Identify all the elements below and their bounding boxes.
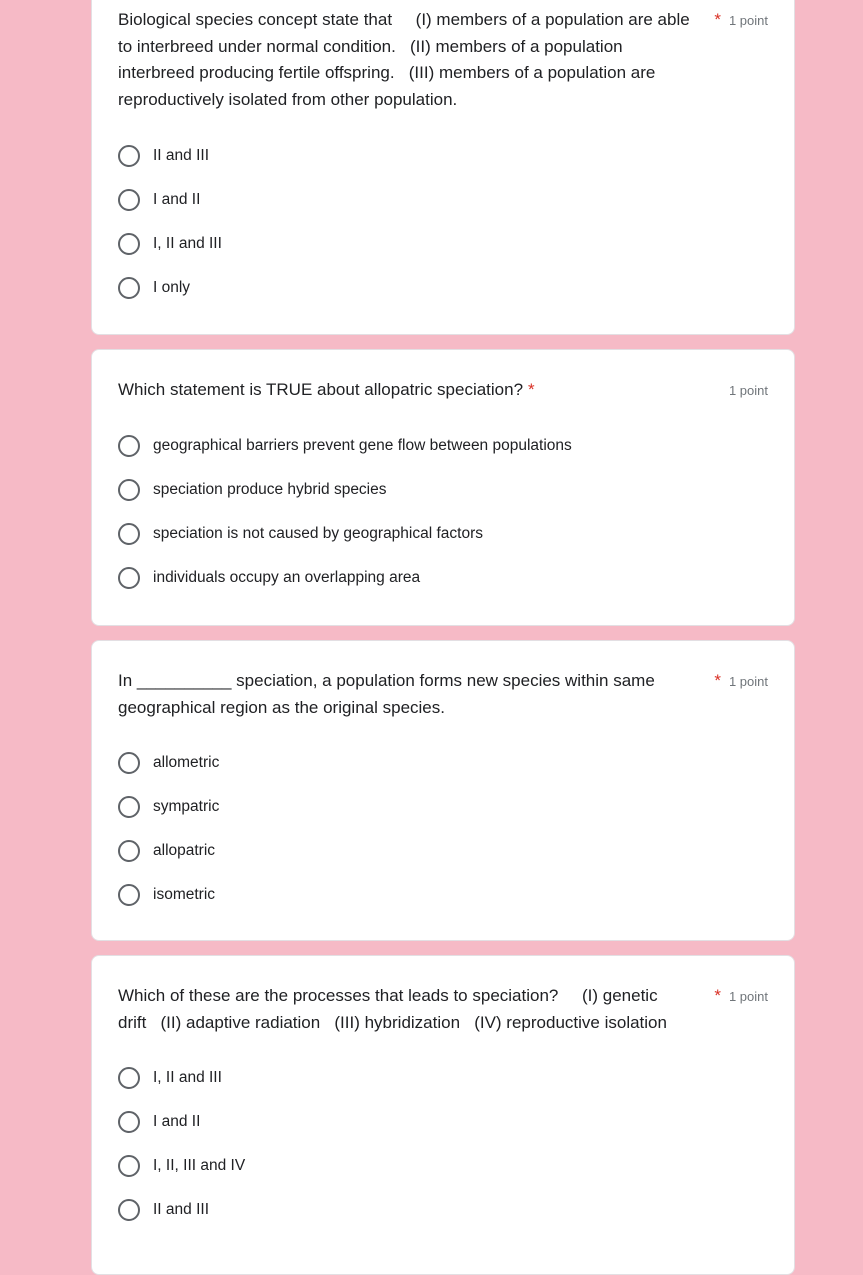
- option-radio[interactable]: [118, 134, 794, 178]
- option-label: I only: [153, 279, 191, 296]
- option-radio[interactable]: [118, 222, 794, 266]
- option-label: individuals occupy an overlapping area: [153, 568, 421, 586]
- radio-icon[interactable]: [118, 233, 140, 255]
- required-asterisk: *: [528, 380, 535, 399]
- radio-icon[interactable]: [118, 840, 140, 862]
- option-radio[interactable]: [118, 178, 794, 222]
- radio-icon[interactable]: [118, 277, 140, 299]
- option-label: I, II and III: [153, 235, 222, 252]
- option-label: allopatric: [153, 842, 216, 859]
- question-card-3: [91, 640, 795, 941]
- radio-icon[interactable]: [118, 752, 140, 774]
- points-label: 1 point: [728, 988, 768, 1004]
- points-label: 1 point: [728, 673, 768, 689]
- points-label: 1 point: [728, 382, 768, 398]
- radio-icon[interactable]: [118, 189, 140, 211]
- option-radio[interactable]: [118, 785, 794, 829]
- required-asterisk: *: [714, 986, 721, 1005]
- radio-icon[interactable]: [118, 435, 140, 457]
- option-label: speciation produce hybrid species: [153, 480, 387, 498]
- radio-icon[interactable]: [118, 567, 140, 589]
- radio-icon[interactable]: [118, 1067, 140, 1089]
- option-label: I, II and III: [153, 1069, 222, 1086]
- radio-icon[interactable]: [118, 479, 140, 501]
- option-label: isometric: [153, 886, 216, 903]
- radio-icon[interactable]: [118, 145, 140, 167]
- option-label: sympatric: [153, 798, 220, 815]
- option-label: speciation is not caused by geographical factors: [153, 524, 484, 542]
- option-radio[interactable]: [118, 741, 794, 785]
- option-radio[interactable]: [118, 266, 794, 310]
- question-text: Which statement is TRUE about allopatric speciation?: [118, 380, 524, 399]
- option-radio[interactable]: [118, 1056, 794, 1100]
- option-radio[interactable]: [118, 873, 794, 917]
- option-radio[interactable]: [118, 1144, 794, 1188]
- question-card-2: [91, 349, 795, 626]
- option-label: I, II, III and IV: [153, 1157, 246, 1174]
- option-label: II and III: [153, 1201, 210, 1218]
- radio-icon[interactable]: [118, 1155, 140, 1177]
- radio-icon[interactable]: [118, 884, 140, 906]
- option-label: II and III: [153, 147, 210, 164]
- required-asterisk: *: [714, 671, 721, 690]
- option-radio[interactable]: [118, 1100, 794, 1144]
- option-radio[interactable]: [118, 468, 794, 512]
- radio-icon[interactable]: [118, 1199, 140, 1221]
- option-radio[interactable]: [118, 829, 794, 873]
- radio-icon[interactable]: [118, 523, 140, 545]
- required-asterisk: *: [714, 10, 721, 29]
- points-label: 1 point: [728, 12, 768, 28]
- option-label: allometric: [153, 754, 220, 771]
- option-radio[interactable]: [118, 512, 794, 556]
- question-text: Which of these are the processes that leads to speciation? (I) genetic drift (II) adaptive radiation (III) hybridization (IV) reproductive isolation: [118, 986, 667, 1032]
- question-text: Biological species concept state that (I) members of a population are able to interbreed under normal condition. (II) members of a population interbreed producing fertile offspring. (III) members of a population are reproductively isolated from other population.: [118, 10, 695, 109]
- option-radio[interactable]: [118, 1188, 794, 1232]
- radio-icon[interactable]: [118, 796, 140, 818]
- radio-icon[interactable]: [118, 1111, 140, 1133]
- option-label: I and II: [153, 1113, 201, 1130]
- option-label: I and II: [153, 191, 201, 208]
- option-radio[interactable]: [118, 556, 794, 600]
- question-text: In __________ speciation, a population forms new species within same geographical region as the original species.: [118, 671, 660, 717]
- option-radio[interactable]: [118, 424, 794, 468]
- question-card-4: [91, 955, 795, 1275]
- question-card-1: [91, 0, 795, 335]
- option-label: geographical barriers prevent gene flow between populations: [153, 436, 572, 454]
